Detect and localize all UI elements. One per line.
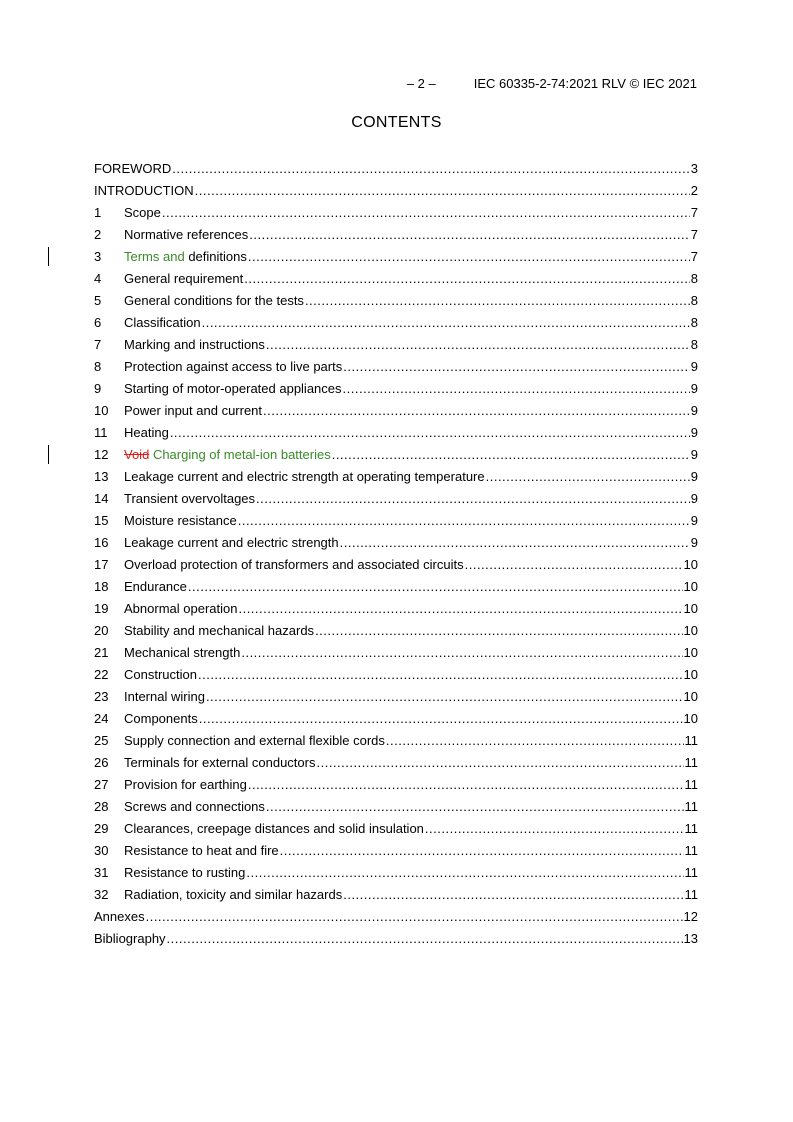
toc-entry-12[interactable] — [94, 443, 698, 465]
table-of-contents — [94, 157, 698, 949]
toc-number: 25 — [94, 732, 109, 748]
toc-number: 6 — [94, 314, 102, 330]
toc-number: 12 — [94, 446, 109, 462]
toc-page: 2 — [690, 182, 698, 198]
dot-leader — [188, 579, 683, 594]
toc-label: Overload protection of transformers and associated circuits — [124, 556, 464, 572]
toc-page: 11 — [684, 886, 698, 902]
toc-entry-26[interactable] — [94, 751, 698, 773]
toc-number: 3 — [94, 248, 102, 264]
toc-entry-24[interactable] — [94, 707, 698, 729]
toc-label: Provision for earthing — [124, 776, 247, 792]
dot-leader — [343, 381, 690, 396]
toc-label: Construction — [124, 666, 197, 682]
toc-number: 21 — [94, 644, 109, 660]
toc-number: 22 — [94, 666, 109, 682]
toc-label: Transient overvoltages — [124, 490, 256, 506]
toc-number: 8 — [94, 358, 102, 374]
toc-number: 7 — [94, 336, 102, 352]
toc-page: 7 — [690, 204, 698, 220]
toc-number: 29 — [94, 820, 109, 836]
toc-label: Clearances, creepage distances and solid insulation — [124, 820, 424, 836]
toc-label: Annexes — [94, 908, 145, 924]
toc-label: General requirement — [124, 270, 244, 286]
toc-page: 11 — [684, 732, 698, 748]
dot-leader — [340, 535, 690, 550]
toc-page: 9 — [690, 358, 698, 374]
dot-leader — [248, 249, 690, 264]
toc-entry-25[interactable] — [94, 729, 698, 751]
toc-page: 9 — [690, 512, 698, 528]
toc-entry-29[interactable] — [94, 817, 698, 839]
toc-label: Supply connection and external flexible cords — [124, 732, 385, 748]
dot-leader — [343, 359, 690, 374]
toc-page: 3 — [690, 160, 698, 176]
toc-number: 23 — [94, 688, 109, 704]
toc-page: 9 — [690, 402, 698, 418]
page-number: – 2 – — [406, 76, 436, 91]
toc-label: Resistance to rusting — [124, 864, 246, 880]
toc-label: Normative references — [124, 226, 249, 242]
toc-entry-foreword[interactable] — [94, 157, 698, 179]
toc-label: Leakage current and electric strength at operating temperature — [124, 468, 485, 484]
toc-label: Power input and current — [124, 402, 263, 418]
toc-page: 13 — [683, 930, 698, 946]
toc-entry-18[interactable] — [94, 575, 698, 597]
toc-label: Abnormal operation — [124, 600, 238, 616]
deleted-text: Void — [124, 446, 150, 462]
inserted-text: Charging of metal-ion batteries — [152, 446, 331, 462]
toc-entry-7[interactable] — [94, 333, 698, 355]
toc-page: 9 — [690, 490, 698, 506]
toc-page: 9 — [690, 468, 698, 484]
change-bar — [48, 445, 49, 464]
dot-leader — [199, 711, 683, 726]
toc-number: 19 — [94, 600, 109, 616]
toc-entry-15[interactable] — [94, 509, 698, 531]
toc-number: 2 — [94, 226, 102, 242]
change-bar — [48, 247, 49, 266]
toc-number: 27 — [94, 776, 109, 792]
dot-leader — [266, 337, 690, 352]
toc-page: 10 — [683, 688, 698, 704]
toc-number: 4 — [94, 270, 102, 286]
dot-leader — [316, 755, 683, 770]
toc-number: 9 — [94, 380, 102, 396]
toc-entry-10[interactable] — [94, 399, 698, 421]
toc-label-text: definitions — [184, 248, 247, 264]
dot-leader — [198, 667, 683, 682]
toc-number: 10 — [94, 402, 109, 418]
toc-page: 10 — [683, 644, 698, 660]
dot-leader — [263, 403, 690, 418]
dot-leader — [238, 601, 682, 616]
dot-leader — [167, 931, 683, 946]
toc-label: INTRODUCTION — [94, 182, 194, 198]
dot-leader — [305, 293, 690, 308]
toc-entry-4[interactable] — [94, 267, 698, 289]
toc-entry-14[interactable] — [94, 487, 698, 509]
page-title: CONTENTS — [351, 114, 442, 131]
toc-label: Heating — [124, 424, 169, 440]
toc-label: Classification — [124, 314, 201, 330]
toc-label: Bibliography — [94, 930, 166, 946]
toc-entry-30[interactable] — [94, 839, 698, 861]
toc-label: General conditions for the tests — [124, 292, 304, 308]
toc-label: Leakage current and electric strength — [124, 534, 339, 550]
toc-entry-16[interactable] — [94, 531, 698, 553]
dot-leader — [249, 227, 689, 242]
toc-number: 18 — [94, 578, 109, 594]
toc-entry-21[interactable] — [94, 641, 698, 663]
toc-entry-20[interactable] — [94, 619, 698, 641]
dot-leader — [465, 557, 683, 572]
dot-leader — [315, 623, 682, 638]
toc-label: Moisture resistance — [124, 512, 237, 528]
toc-number: 5 — [94, 292, 102, 308]
dot-leader — [195, 183, 690, 198]
dot-leader — [206, 689, 683, 704]
toc-entry-8[interactable] — [94, 355, 698, 377]
dot-leader — [238, 513, 690, 528]
toc-page: 10 — [683, 600, 698, 616]
toc-label: Mechanical strength — [124, 644, 241, 660]
toc-label: Resistance to heat and fire — [124, 842, 279, 858]
toc-number: 17 — [94, 556, 109, 572]
toc-page: 9 — [690, 446, 698, 462]
toc-entry-28[interactable] — [94, 795, 698, 817]
toc-page: 11 — [684, 820, 698, 836]
dot-leader — [202, 315, 690, 330]
toc-page: 8 — [690, 292, 698, 308]
toc-number: 1 — [94, 204, 102, 220]
toc-page: 7 — [690, 248, 698, 264]
dot-leader — [266, 799, 684, 814]
toc-number: 30 — [94, 842, 109, 858]
toc-page: 9 — [690, 534, 698, 550]
toc-entry-31[interactable] — [94, 861, 698, 883]
toc-page: 11 — [684, 798, 698, 814]
toc-entry-introduction[interactable] — [94, 179, 698, 201]
toc-label: Protection against access to live parts — [124, 358, 343, 374]
toc-page: 11 — [684, 776, 698, 792]
toc-entry-19[interactable] — [94, 597, 698, 619]
toc-entry-6[interactable] — [94, 311, 698, 333]
toc-page: 10 — [683, 622, 698, 638]
toc-number: 24 — [94, 710, 109, 726]
toc-page: 9 — [690, 424, 698, 440]
toc-entry-27[interactable] — [94, 773, 698, 795]
toc-label: Endurance — [124, 578, 187, 594]
toc-page: 11 — [684, 842, 698, 858]
dot-leader — [241, 645, 682, 660]
toc-page: 12 — [683, 908, 698, 924]
toc-number: 13 — [94, 468, 109, 484]
toc-number: 11 — [94, 424, 108, 440]
toc-label: Stability and mechanical hazards — [124, 622, 315, 638]
toc-entry-11[interactable] — [94, 421, 698, 443]
toc-number: 14 — [94, 490, 109, 506]
toc-entry-1[interactable] — [94, 201, 698, 223]
toc-label: FOREWORD — [94, 160, 172, 176]
dot-leader — [146, 909, 683, 924]
toc-label: Scope — [124, 204, 161, 220]
document-id: IEC 60335-2-74:2021 RLV © IEC 2021 — [473, 76, 697, 91]
toc-label: Screws and connections — [124, 798, 265, 814]
toc-label — [124, 249, 247, 264]
dot-leader — [162, 205, 690, 220]
toc-number: 31 — [94, 864, 109, 880]
toc-page: 11 — [684, 754, 698, 770]
toc-page: 7 — [690, 226, 698, 242]
dot-leader — [256, 491, 690, 506]
toc-page: 10 — [683, 710, 698, 726]
dot-leader — [172, 161, 689, 176]
toc-page: 8 — [690, 270, 698, 286]
toc-number: 15 — [94, 512, 109, 528]
toc-page: 10 — [683, 556, 698, 572]
toc-number: 20 — [94, 622, 109, 638]
toc-label: Marking and instructions — [124, 336, 265, 352]
toc-entry-22[interactable] — [94, 663, 698, 685]
inserted-text: Terms and — [124, 248, 185, 264]
toc-entry-2[interactable] — [94, 223, 698, 245]
dot-leader — [343, 887, 683, 902]
toc-entry-13[interactable] — [94, 465, 698, 487]
toc-entry-23[interactable] — [94, 685, 698, 707]
dot-leader — [244, 271, 690, 286]
toc-number: 16 — [94, 534, 109, 550]
toc-page: 10 — [683, 666, 698, 682]
dot-leader — [425, 821, 684, 836]
toc-label — [124, 447, 331, 462]
toc-page: 8 — [690, 336, 698, 352]
toc-entry-17[interactable] — [94, 553, 698, 575]
toc-entry-32[interactable] — [94, 883, 698, 905]
toc-entry-annexes[interactable] — [94, 905, 698, 927]
toc-page: 8 — [690, 314, 698, 330]
toc-label: Starting of motor-operated appliances — [124, 380, 342, 396]
toc-number: 26 — [94, 754, 109, 770]
toc-page: 11 — [684, 864, 698, 880]
toc-page: 10 — [683, 578, 698, 594]
toc-page: 9 — [690, 380, 698, 396]
toc-entry-3[interactable] — [94, 245, 698, 267]
toc-entry-9[interactable] — [94, 377, 698, 399]
dot-leader — [280, 843, 684, 858]
dot-leader — [332, 447, 690, 462]
toc-label: Terminals for external conductors — [124, 754, 316, 770]
toc-label: Internal wiring — [124, 688, 205, 704]
dot-leader — [386, 733, 684, 748]
toc-number: 32 — [94, 886, 109, 902]
toc-number: 28 — [94, 798, 109, 814]
toc-label: Components — [124, 710, 198, 726]
toc-entry-bibliography[interactable] — [94, 927, 698, 949]
toc-entry-5[interactable] — [94, 289, 698, 311]
dot-leader — [246, 865, 683, 880]
page-header — [407, 76, 697, 91]
dot-leader — [486, 469, 690, 484]
dot-leader — [170, 425, 690, 440]
toc-label: Radiation, toxicity and similar hazards — [124, 886, 343, 902]
dot-leader — [248, 777, 684, 792]
